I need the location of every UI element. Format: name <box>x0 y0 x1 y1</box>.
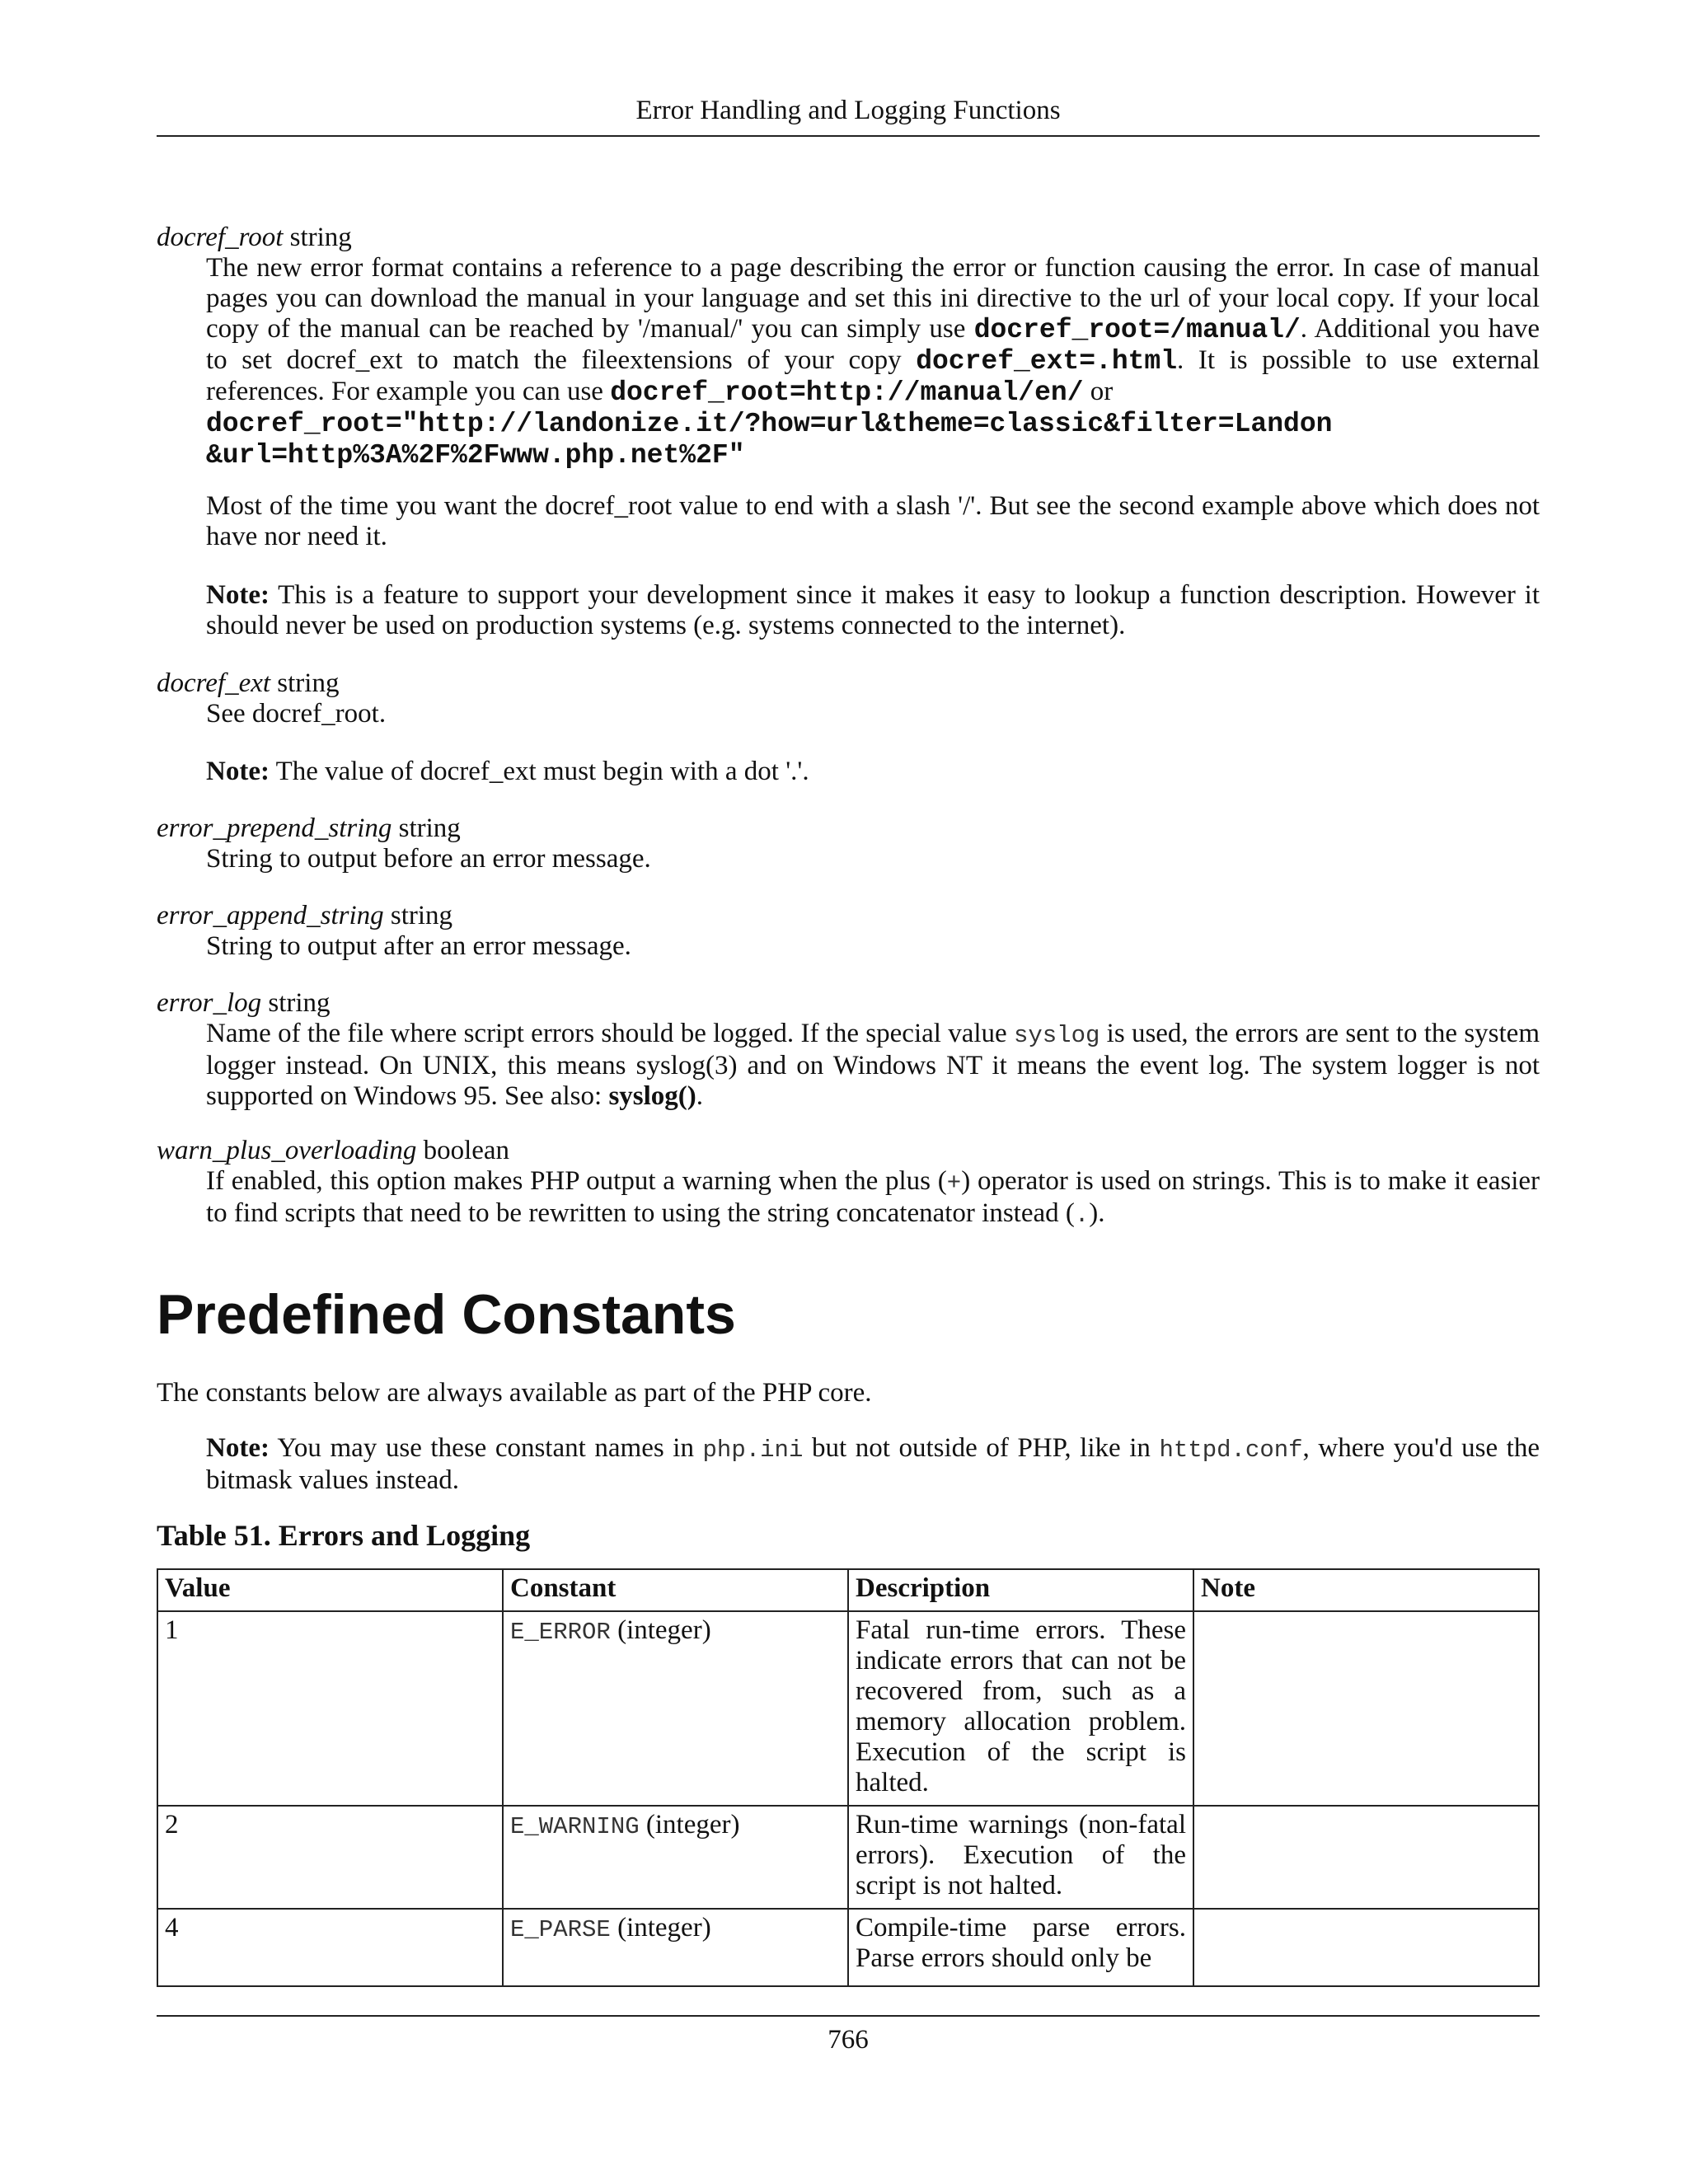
constant-type: (integer) <box>639 1810 740 1840</box>
column-header: Description <box>848 1569 1193 1611</box>
note-text: This is a feature to support your development since it makes it easy to lookup a function description. However it should never be used on production systems (e.g. systems connected to the internet). <box>206 580 1540 640</box>
docref-root-paragraph <box>206 253 1540 471</box>
term-docref-ext <box>157 668 339 699</box>
text-run: If enabled, this option makes PHP output a warning when the plus ( <box>206 1166 947 1196</box>
note-label: Note: <box>206 757 270 786</box>
text-run: , where you'd use the bitmask values instead. <box>206 1433 1540 1495</box>
term-name: docref_root <box>157 223 284 252</box>
docref-ext-note <box>206 757 1540 787</box>
code-docref-root-en: docref_root=http://manual/en/ <box>610 377 1084 408</box>
cell-value: 2 <box>157 1806 503 1909</box>
page-number: 766 <box>828 2025 869 2055</box>
note-text: The value of docref_ext must begin with a dot '.'. <box>269 757 809 786</box>
term-type: boolean <box>423 1136 510 1165</box>
definition-error-append-string: String to output after an error message. <box>206 931 631 961</box>
column-header: Constant <box>503 1569 848 1611</box>
code-httpd-conf: httpd.conf <box>1159 1436 1303 1464</box>
code-landonize-url-2: &url=http%3A%2F%2Fwww.php.net%2F" <box>206 440 745 471</box>
constant-type: (integer) <box>610 1615 711 1645</box>
running-header: Error Handling and Logging Functions <box>635 96 1061 125</box>
definition-warn-plus-overloading <box>206 1166 1540 1230</box>
code-docref-ext: docref_ext=.html <box>916 346 1178 377</box>
term-type: string <box>277 668 340 698</box>
code-syslog: syslog <box>1013 1022 1100 1049</box>
term-name: docref_ext <box>157 668 271 698</box>
cell-constant <box>503 1909 848 1986</box>
cell-description: Compile-time parse errors. Parse errors should only be <box>848 1909 1193 1986</box>
errors-logging-table <box>157 1568 1540 1987</box>
table-row <box>157 1909 1539 1986</box>
term-type: string <box>398 813 461 843</box>
note-label: Note: <box>206 580 270 610</box>
term-warn-plus-overloading <box>157 1136 509 1166</box>
constant-name: E_PARSE <box>510 1916 611 1943</box>
term-name: error_append_string <box>157 901 384 930</box>
text-run: ). <box>1089 1198 1105 1228</box>
term-type: string <box>268 988 331 1018</box>
text-run: . It is possible to use external references. For example you can use <box>206 345 1540 406</box>
note-label: Note: <box>206 1433 270 1463</box>
text-run: . Additional you have to set docref_ext to match the fileextensions of your copy <box>206 314 1540 375</box>
section-title: Predefined Constants <box>157 1283 736 1346</box>
term-type: string <box>289 223 352 252</box>
code-docref-root-manual: docref_root=/manual/ <box>973 315 1301 345</box>
text-run: Name of the file where script errors should be logged. If the special value <box>206 1019 1014 1048</box>
text-run: ) operator is used on strings. This is to make it easier to find scripts that need to be rewritten to using the string concatenator instead ( <box>206 1166 1540 1228</box>
cell-value: 1 <box>157 1611 503 1806</box>
docref-root-paragraph-2: Most of the time you want the docref_root value to end with a slash '/'. But see the second example above which does not have nor need it. <box>206 491 1540 551</box>
constant-name: E_WARNING <box>510 1813 640 1840</box>
definition-docref-ext: See docref_root. <box>206 699 387 729</box>
table-row <box>157 1611 1539 1806</box>
code-landonize-url-1: docref_root="http://landonize.it/?how=url&theme=classic&filter=Landon <box>206 409 1333 439</box>
cell-description: Run-time warnings (non-fatal errors). Execution of the script is not halted. <box>848 1806 1193 1909</box>
section-intro: The constants below are always available as part of the PHP core. <box>157 1378 872 1408</box>
syslog-function-link[interactable]: syslog() <box>608 1081 696 1111</box>
term-name: error_log <box>157 988 262 1018</box>
table-header-row <box>157 1569 1539 1611</box>
column-header: Value <box>157 1569 503 1611</box>
definition-error-log <box>206 1019 1540 1112</box>
code-dot: . <box>1074 1202 1090 1229</box>
table-row <box>157 1806 1539 1909</box>
text-run: or <box>1083 377 1114 406</box>
table-caption: Table 51. Errors and Logging <box>157 1519 531 1552</box>
term-error-prepend-string <box>157 813 461 844</box>
cell-note <box>1193 1806 1539 1909</box>
cell-constant <box>503 1611 848 1806</box>
column-header: Note <box>1193 1569 1539 1611</box>
text-run: but not outside of PHP, like in <box>803 1433 1160 1463</box>
header-rule <box>157 135 1540 137</box>
constant-name: E_ERROR <box>510 1619 611 1646</box>
cell-value: 4 <box>157 1909 503 1986</box>
term-name: warn_plus_overloading <box>157 1136 417 1165</box>
docref-root-note <box>206 580 1540 641</box>
section-note <box>206 1433 1540 1496</box>
definition-docref-root <box>206 253 1540 471</box>
cell-note <box>1193 1909 1539 1986</box>
term-error-append-string <box>157 901 452 931</box>
term-type: string <box>390 901 453 930</box>
term-name: error_prepend_string <box>157 813 392 843</box>
term-docref-root <box>157 223 352 253</box>
text-run: is used, the errors are sent to the system logger instead. On UNIX, this means syslog(3) and on Windows NT it means the event log. The system logger is not supported on Windows 95. See also: <box>206 1019 1540 1111</box>
cell-note <box>1193 1611 1539 1806</box>
cell-description: Fatal run-time errors. These indicate errors that can not be recovered from, such as a memory allocation problem. Execution of the script is halted. <box>848 1611 1193 1806</box>
code-php-ini: php.ini <box>702 1436 804 1464</box>
definition-error-prepend-string: String to output before an error message. <box>206 844 651 874</box>
footer-rule <box>157 2015 1540 2017</box>
cell-constant <box>503 1806 848 1909</box>
text-run: You may use these constant names in <box>269 1433 703 1463</box>
term-error-log <box>157 988 331 1019</box>
code-plus: + <box>946 1169 962 1197</box>
text-run: . <box>696 1081 704 1111</box>
text-run: The new error format contains a reference to a page describing the error or function causing the error. In case of manual pages you can download the manual in your language and set this ini directive to the url of your local copy. If your local copy of the manual can be reached by '/manual/' you can simply use <box>206 253 1540 344</box>
constant-type: (integer) <box>610 1913 711 1943</box>
